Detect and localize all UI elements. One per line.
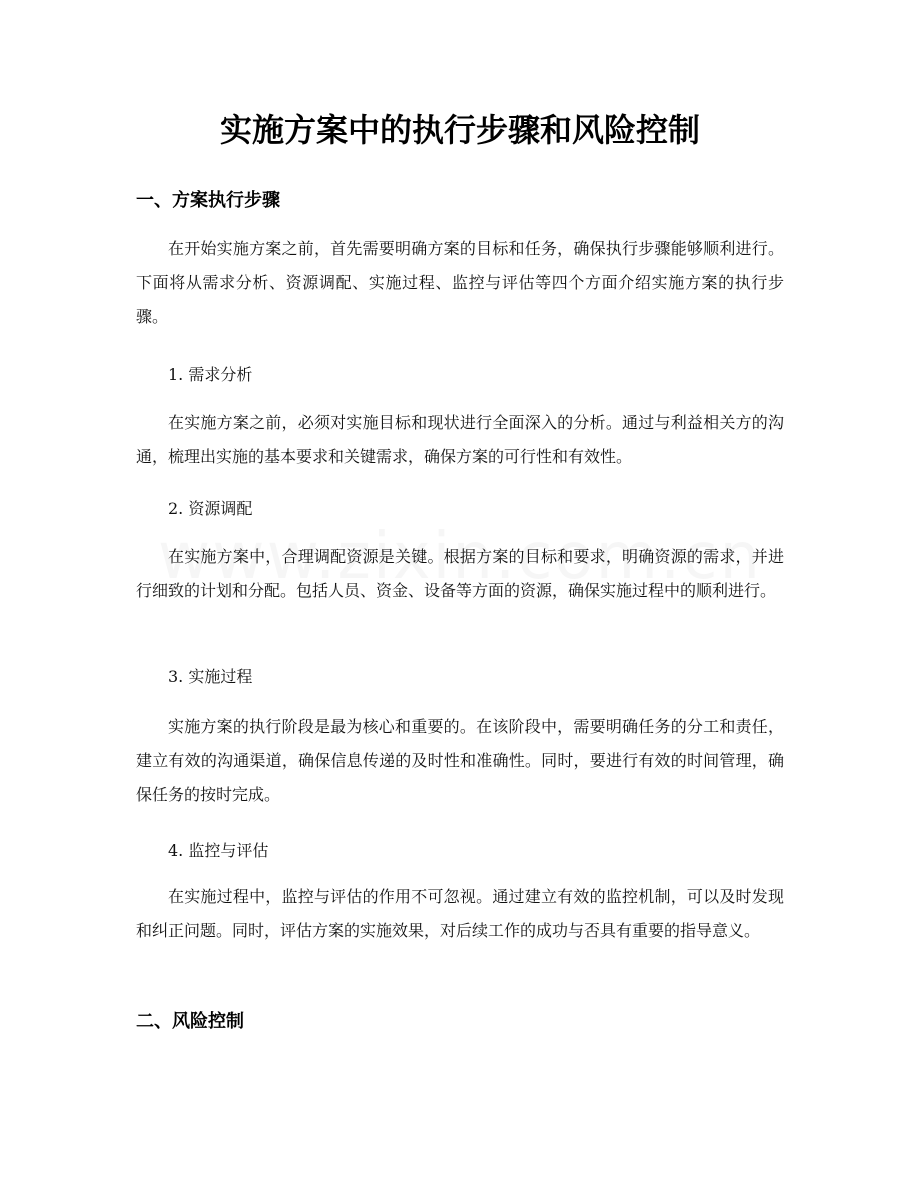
section-heading-risk-control: 二、风险控制 xyxy=(136,1011,244,1032)
section-intro-paragraph: 在开始实施方案之前，首先需要明确方案的目标和任务，确保执行步骤能够顺利进行。下面将从需求分析、资源调配、实施过程、监控与评估等四个方面介绍实施方案的执行步骤。 xyxy=(136,239,784,326)
subheading-implementation-process: 3. 实施过程 xyxy=(168,667,253,686)
paragraph-implementation-process: 实施方案的执行阶段是最为核心和重要的。在该阶段中，需要明确任务的分工和责任，建立有效的沟通渠道，确保信息传递的及时性和准确性。同时，要进行有效的时间管理，确保任务的按时完成。 xyxy=(136,717,784,804)
paragraph-monitoring-evaluation: 在实施过程中，监控与评估的作用不可忽视。通过建立有效的监控机制，可以及时发现和纠正问题。同时，评估方案的实施效果，对后续工作的成功与否具有重要的指导意义。 xyxy=(136,887,784,940)
document-title: 实施方案中的执行步骤和风险控制 xyxy=(219,111,700,149)
paragraph-requirement-analysis: 在实施方案之前，必须对实施目标和现状进行全面深入的分析。通过与利益相关方的沟通，梳理出实施的基本要求和关键需求，确保方案的可行性和有效性。 xyxy=(136,413,784,466)
section-heading-execution-steps: 一、方案执行步骤 xyxy=(136,190,280,211)
paragraph-resource-allocation: 在实施方案中，合理调配资源是关键。根据方案的目标和要求，明确资源的需求，并进行细致的计划和分配。包括人员、资金、设备等方面的资源，确保实施过程中的顺利进行。 xyxy=(136,547,784,600)
subheading-monitoring-evaluation: 4. 监控与评估 xyxy=(168,841,269,860)
subheading-requirement-analysis: 1. 需求分析 xyxy=(168,365,253,384)
subheading-resource-allocation: 2. 资源调配 xyxy=(168,499,253,518)
